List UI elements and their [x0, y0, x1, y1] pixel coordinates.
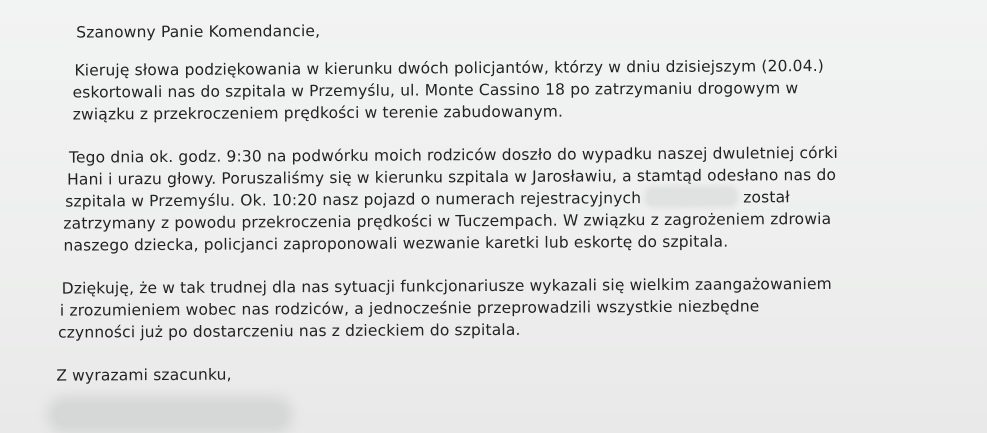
letter-closing: Z wyrazami szacunku,: [56, 365, 232, 385]
paragraph-1-line-3: związku z przekroczeniem prędkości w terenie zabudowanym.: [72, 102, 564, 124]
redacted-registration-number: [647, 189, 735, 206]
paragraph-2-line-5: naszego dziecka, policjanci zaproponowali wezwanie karetki lub eskortę do szpitala.: [63, 232, 729, 255]
paragraph-2-line-1: Tego dnia ok. godz. 9:30 na podwórku moich rodziców doszło do wypadku naszej dwuletniej córki: [68, 143, 838, 167]
paragraph-2-line-3-text: szpitala w Przemyślu. Ok. 10:20 nasz pojazd o numerach rejestracyjnych: [65, 189, 642, 211]
paragraph-3-line-2: i zrozumieniem wobec nas rodziców, a jednocześnie przeprowadzili wszystkie niezbędne: [59, 297, 760, 320]
redacted-signature: [55, 404, 285, 426]
paragraph-3-line-1: Dziękuję, że w tak trudnej dla nas sytuacji funkcjonariusze wykazali się wielkim zaangażowaniem: [61, 274, 832, 298]
paragraph-1-line-1: Kieruję słowa podziękowania w kierunku dwóch policjantów, którzy w dniu dzisiejszym (20.04.): [74, 56, 825, 80]
letter-greeting: Szanowny Panie Komendancie,: [76, 22, 321, 42]
paragraph-2-line-4: zatrzymany z powodu przekroczenia prędkości w Tuczempach. W związku z zagrożeniem zdrowia: [63, 209, 832, 233]
paragraph-1-line-2: eskortowali nas do szpitala w Przemyślu, ul. Monte Cassino 18 po zatrzymaniu drogowym w: [72, 79, 799, 102]
paragraph-2-line-3-end: został: [743, 188, 790, 207]
paragraph-2-line-2: Hani i urazu głowy. Poruszaliśmy się w kierunku szpitala w Jarosławiu, a stamtąd odesłano nas do: [67, 165, 837, 189]
paragraph-3-line-3: czynności już po dostarczeniu nas z dzieckiem do szpitala.: [57, 320, 521, 342]
